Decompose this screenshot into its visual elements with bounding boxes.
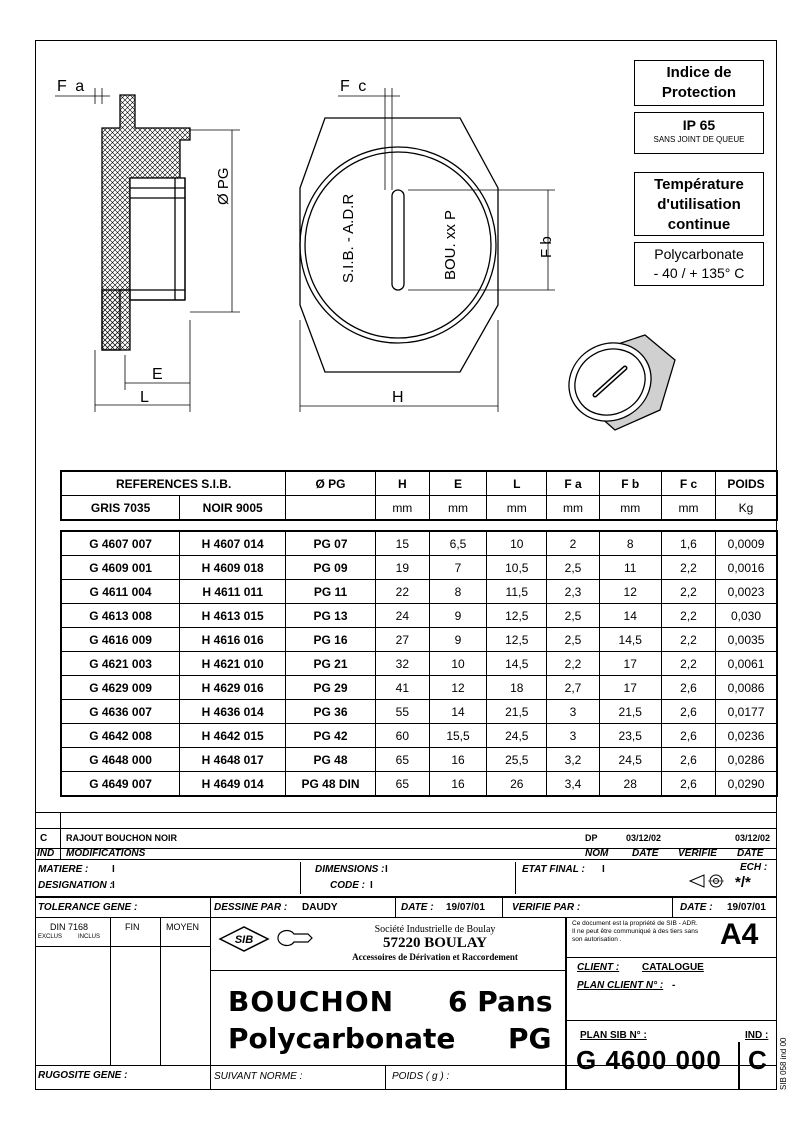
table-row bbox=[61, 748, 777, 772]
table-cell: 2,5 bbox=[547, 628, 599, 652]
table-cell: 0,030 bbox=[716, 604, 777, 628]
protection-title: Indice de Protection bbox=[661, 64, 737, 101]
table-cell: 2,2 bbox=[661, 580, 715, 604]
revision-h-date: DATE bbox=[632, 848, 659, 859]
revision-h-verifie: VERIFIE bbox=[678, 848, 717, 859]
header-noir: NOIR 9005 bbox=[180, 496, 286, 521]
table-cell: 2,6 bbox=[661, 676, 715, 700]
table-cell: 14 bbox=[599, 604, 661, 628]
hex-dimensions bbox=[300, 88, 555, 412]
dessine-label: DESSINE PAR : bbox=[214, 902, 288, 913]
date-label: DATE : bbox=[401, 902, 434, 913]
table-cell: G 4648 000 bbox=[61, 748, 180, 772]
table-cell: 14,5 bbox=[487, 652, 547, 676]
table-cell: 28 bbox=[599, 772, 661, 797]
revision-h-nom: NOM bbox=[585, 848, 609, 859]
revision-dp: DP bbox=[585, 833, 598, 843]
header-fb: F b bbox=[599, 471, 661, 496]
company-block bbox=[315, 924, 555, 962]
exclus-label: EXCLUS bbox=[38, 934, 63, 940]
table-cell: G 4609 001 bbox=[61, 556, 180, 580]
table-cell: G 4649 007 bbox=[61, 772, 180, 797]
date-label-2: DATE : bbox=[680, 902, 713, 913]
table-cell: G 4613 008 bbox=[61, 604, 180, 628]
unit-l: mm bbox=[487, 496, 547, 521]
temp-range: - 40 / + 135° C bbox=[653, 265, 745, 281]
table-row bbox=[61, 604, 777, 628]
table-cell: 0,0086 bbox=[716, 676, 777, 700]
table-cell: 3 bbox=[547, 724, 599, 748]
plan-client-label: PLAN CLIENT N° : bbox=[577, 980, 664, 991]
table-row bbox=[61, 676, 777, 700]
date-value-2: 19/07/01 bbox=[727, 902, 766, 913]
header-poids: POIDS bbox=[716, 471, 777, 496]
table-cell: 26 bbox=[487, 772, 547, 797]
table-row bbox=[61, 724, 777, 748]
table-cell: PG 42 bbox=[286, 724, 376, 748]
suivant-label: SUIVANT NORME : bbox=[214, 1071, 303, 1082]
table-cell: 17 bbox=[599, 676, 661, 700]
svg-text:SIB: SIB bbox=[234, 934, 254, 946]
table-cell: H 4616 016 bbox=[180, 628, 286, 652]
ip-value: IP 65 bbox=[682, 117, 716, 133]
table-cell: G 4607 007 bbox=[61, 531, 180, 556]
table-cell: PG 48 bbox=[286, 748, 376, 772]
table-cell: 12 bbox=[599, 580, 661, 604]
plan-client-value: - bbox=[672, 980, 676, 991]
divider bbox=[565, 957, 777, 958]
table-cell: PG 11 bbox=[286, 580, 376, 604]
divider bbox=[502, 897, 503, 917]
table-cell: 24,5 bbox=[599, 748, 661, 772]
divider bbox=[300, 862, 301, 894]
temp-title-box bbox=[634, 172, 764, 236]
table-cell: 60 bbox=[375, 724, 429, 748]
designation-label: DESIGNATION : bbox=[38, 880, 113, 891]
divider bbox=[35, 848, 777, 849]
label-pg: Ø PG bbox=[215, 167, 232, 205]
header-e: E bbox=[429, 471, 486, 496]
table-cell: 9 bbox=[429, 604, 486, 628]
table-cell: 65 bbox=[375, 772, 429, 797]
table-cell: 0,0016 bbox=[716, 556, 777, 580]
divider bbox=[110, 917, 111, 1065]
label-fc: F c bbox=[340, 78, 369, 95]
unit-fa: mm bbox=[547, 496, 599, 521]
table-cell: 10,5 bbox=[487, 556, 547, 580]
table-cell: 2,5 bbox=[547, 556, 599, 580]
header-pg: Ø PG bbox=[286, 471, 376, 496]
table-cell: G 4611 004 bbox=[61, 580, 180, 604]
mark-sib: S.I.B. - A.D.R bbox=[340, 193, 357, 283]
table-cell: 10 bbox=[429, 652, 486, 676]
label-l: L bbox=[140, 389, 149, 406]
ip-note: SANS JOINT DE QUEUE bbox=[653, 135, 745, 144]
header-fc: F c bbox=[661, 471, 715, 496]
unit-e: mm bbox=[429, 496, 486, 521]
divider bbox=[515, 862, 516, 894]
label-fb: F b bbox=[538, 236, 555, 258]
table-cell: 12,5 bbox=[487, 628, 547, 652]
table-row bbox=[61, 628, 777, 652]
material: Polycarbonate bbox=[654, 246, 744, 262]
table-row bbox=[61, 531, 777, 556]
title-line1: BOUCHON bbox=[228, 985, 395, 1018]
table-cell: 15 bbox=[375, 531, 429, 556]
table-cell: 3,2 bbox=[547, 748, 599, 772]
table-cell: PG 48 DIN bbox=[286, 772, 376, 797]
material-box bbox=[634, 242, 764, 286]
code-label: CODE : bbox=[330, 880, 365, 891]
designation-value: I bbox=[112, 880, 115, 891]
rugosite-label: RUGOSITE GENE : bbox=[38, 1070, 128, 1081]
header-gris: GRIS 7035 bbox=[61, 496, 180, 521]
verifie-label: VERIFIE PAR : bbox=[512, 902, 581, 913]
table-cell: PG 16 bbox=[286, 628, 376, 652]
table-cell: G 4616 009 bbox=[61, 628, 180, 652]
ip-box bbox=[634, 112, 764, 154]
header-h: H bbox=[375, 471, 429, 496]
revision-date2: 03/12/02 bbox=[735, 833, 771, 843]
references-table bbox=[60, 530, 778, 797]
table-cell: 12,5 bbox=[487, 604, 547, 628]
table-cell: PG 21 bbox=[286, 652, 376, 676]
table-cell: H 4636 014 bbox=[180, 700, 286, 724]
company-city: 57220 BOULAY bbox=[382, 935, 488, 951]
adr-logo-icon bbox=[274, 926, 314, 950]
table-cell: 0,0023 bbox=[716, 580, 777, 604]
revision-text: RAJOUT BOUCHON NOIR bbox=[66, 833, 178, 843]
dimensions-label: DIMENSIONS : bbox=[315, 864, 385, 875]
table-cell: 18 bbox=[487, 676, 547, 700]
table-cell: 2,2 bbox=[661, 628, 715, 652]
matiere-value: I bbox=[112, 864, 115, 875]
table-cell: 25,5 bbox=[487, 748, 547, 772]
table-cell: 23,5 bbox=[599, 724, 661, 748]
unit-poids: Kg bbox=[716, 496, 777, 521]
ech-value: */* bbox=[735, 874, 751, 891]
revision-h-ind: IND bbox=[37, 848, 55, 859]
revision-ind: C bbox=[40, 833, 48, 844]
table-cell: PG 36 bbox=[286, 700, 376, 724]
din-label: DIN 7168 bbox=[50, 922, 89, 932]
date-value: 19/07/01 bbox=[446, 902, 485, 913]
table-cell: H 4613 015 bbox=[180, 604, 286, 628]
table-cell: 27 bbox=[375, 628, 429, 652]
revision-h-mod: MODIFICATIONS bbox=[66, 848, 146, 859]
property-note: Ce document est la propriété de SIB - ADR. Il ne peut être communiqué à des tiers sans son autorisation . bbox=[572, 920, 699, 943]
plan-sib-label: PLAN SIB N° : bbox=[580, 1030, 647, 1041]
divider bbox=[60, 812, 61, 859]
divider bbox=[35, 917, 777, 918]
divider bbox=[672, 897, 673, 917]
divider bbox=[395, 897, 396, 917]
table-cell: 41 bbox=[375, 676, 429, 700]
inclus-label: INCLUS bbox=[78, 934, 101, 940]
table-row bbox=[61, 772, 777, 797]
table-cell: H 4611 011 bbox=[180, 580, 286, 604]
table-cell: 8 bbox=[429, 580, 486, 604]
matiere-label: MATIERE : bbox=[38, 864, 89, 875]
client-value: CATALOGUE bbox=[642, 962, 704, 973]
etat-label: ETAT FINAL : bbox=[522, 864, 585, 875]
table-cell: G 4636 007 bbox=[61, 700, 180, 724]
ind-value: C bbox=[748, 1045, 767, 1075]
table-cell: 12 bbox=[429, 676, 486, 700]
table-row bbox=[61, 556, 777, 580]
label-fa: F a bbox=[57, 78, 87, 95]
side-code: SIB 058 ind 00 bbox=[779, 1037, 788, 1090]
table-cell: 2,6 bbox=[661, 724, 715, 748]
divider bbox=[210, 970, 565, 971]
table-cell: 6,5 bbox=[429, 531, 486, 556]
table-cell: 11 bbox=[599, 556, 661, 580]
ech-label: ECH : bbox=[740, 862, 768, 873]
poids-label: POIDS ( g ) : bbox=[392, 1071, 450, 1082]
title-line2: Polycarbonate bbox=[228, 1022, 456, 1055]
company-name: Société Industrielle de Boulay bbox=[374, 924, 496, 935]
revision-h-date2: DATE bbox=[737, 848, 764, 859]
revision-date1: 03/12/02 bbox=[626, 833, 662, 843]
divider bbox=[565, 1020, 777, 1021]
divider bbox=[35, 896, 777, 898]
table-cell: 24,5 bbox=[487, 724, 547, 748]
table-cell: 2,6 bbox=[661, 748, 715, 772]
table-cell: 19 bbox=[375, 556, 429, 580]
table-cell: 2,2 bbox=[661, 556, 715, 580]
table-cell: 2,6 bbox=[661, 772, 715, 797]
table-cell: 0,0286 bbox=[716, 748, 777, 772]
table-cell: 16 bbox=[429, 772, 486, 797]
company-desc: Accessoires de Dérivation et Raccordement bbox=[352, 952, 518, 962]
divider bbox=[565, 917, 567, 1090]
table-cell: 0,0290 bbox=[716, 772, 777, 797]
table-cell: 2,2 bbox=[547, 652, 599, 676]
protection-title-box bbox=[634, 60, 764, 106]
divider bbox=[160, 917, 161, 1065]
etat-value: I bbox=[602, 864, 605, 875]
plan-number: G 4600 000 bbox=[576, 1045, 722, 1075]
divider bbox=[35, 859, 777, 860]
fin-label: FIN bbox=[125, 922, 140, 932]
table-cell: 0,0009 bbox=[716, 531, 777, 556]
table-cell: 32 bbox=[375, 652, 429, 676]
sib-logo-icon bbox=[218, 925, 270, 953]
table-cell: 0,0177 bbox=[716, 700, 777, 724]
title-line2b: PG bbox=[508, 1022, 552, 1055]
mark-bou: BOU. xx P bbox=[442, 209, 459, 280]
table-cell: 8 bbox=[599, 531, 661, 556]
divider bbox=[210, 897, 211, 1090]
divider bbox=[385, 1066, 386, 1090]
label-e: E bbox=[152, 366, 163, 383]
table-cell: 22 bbox=[375, 580, 429, 604]
dimensions-value: I bbox=[385, 864, 388, 875]
table-cell: 21,5 bbox=[487, 700, 547, 724]
table-cell: 17 bbox=[599, 652, 661, 676]
table-cell: 7 bbox=[429, 556, 486, 580]
table-cell: H 4609 018 bbox=[180, 556, 286, 580]
table-cell: 21,5 bbox=[599, 700, 661, 724]
iso-view bbox=[555, 328, 675, 436]
table-cell: 16 bbox=[429, 748, 486, 772]
hex-front-view bbox=[300, 118, 498, 372]
table-cell: 65 bbox=[375, 748, 429, 772]
references-table-header bbox=[60, 470, 778, 521]
moyen-label: MOYEN bbox=[166, 922, 200, 932]
table-cell: PG 29 bbox=[286, 676, 376, 700]
table-cell: H 4621 010 bbox=[180, 652, 286, 676]
table-cell: 3,4 bbox=[547, 772, 599, 797]
table-cell: PG 07 bbox=[286, 531, 376, 556]
label-h: H bbox=[392, 389, 404, 406]
table-cell: 0,0061 bbox=[716, 652, 777, 676]
table-cell: 24 bbox=[375, 604, 429, 628]
temp-title: Température d'utilisation continue bbox=[654, 176, 744, 233]
table-cell: 15,5 bbox=[429, 724, 486, 748]
table-cell: 2,6 bbox=[661, 700, 715, 724]
projection-symbol-icon bbox=[688, 872, 726, 890]
dessine-value: DAUDY bbox=[302, 902, 338, 913]
table-cell: H 4649 014 bbox=[180, 772, 286, 797]
table-cell: 0,0035 bbox=[716, 628, 777, 652]
header-pg-unit bbox=[286, 496, 376, 521]
table-cell: 0,0236 bbox=[716, 724, 777, 748]
table-cell: 1,6 bbox=[661, 531, 715, 556]
table-cell: PG 13 bbox=[286, 604, 376, 628]
table-cell: 55 bbox=[375, 700, 429, 724]
table-cell: 2 bbox=[547, 531, 599, 556]
table-cell: H 4607 014 bbox=[180, 531, 286, 556]
table-cell: 2,3 bbox=[547, 580, 599, 604]
table-row bbox=[61, 580, 777, 604]
header-l: L bbox=[487, 471, 547, 496]
divider bbox=[738, 1042, 740, 1090]
table-cell: H 4629 016 bbox=[180, 676, 286, 700]
code-value: I bbox=[370, 880, 373, 891]
table-cell: 2,2 bbox=[661, 652, 715, 676]
table-cell: G 4621 003 bbox=[61, 652, 180, 676]
tolerance-label: TOLERANCE GENE : bbox=[38, 902, 138, 913]
table-cell: 10 bbox=[487, 531, 547, 556]
header-fa: F a bbox=[547, 471, 599, 496]
table-cell: 2,5 bbox=[547, 604, 599, 628]
table-row bbox=[61, 652, 777, 676]
divider bbox=[35, 812, 777, 813]
table-cell: PG 09 bbox=[286, 556, 376, 580]
side-section-view bbox=[102, 95, 190, 350]
title-line1b: 6 Pans bbox=[448, 985, 553, 1018]
table-cell: G 4629 009 bbox=[61, 676, 180, 700]
divider bbox=[35, 828, 777, 829]
table-cell: H 4642 015 bbox=[180, 724, 286, 748]
table-cell: 3 bbox=[547, 700, 599, 724]
table-cell: 9 bbox=[429, 628, 486, 652]
format-label: A4 bbox=[720, 918, 759, 951]
header-refs: REFERENCES S.I.B. bbox=[61, 471, 286, 496]
table-row bbox=[61, 700, 777, 724]
unit-h: mm bbox=[375, 496, 429, 521]
ind-label: IND : bbox=[745, 1030, 769, 1041]
unit-fb: mm bbox=[599, 496, 661, 521]
unit-fc: mm bbox=[661, 496, 715, 521]
table-cell: G 4642 008 bbox=[61, 724, 180, 748]
table-cell: 14 bbox=[429, 700, 486, 724]
table-cell: 2,2 bbox=[661, 604, 715, 628]
divider bbox=[35, 946, 210, 947]
client-label: CLIENT : bbox=[577, 962, 620, 973]
table-cell: H 4648 017 bbox=[180, 748, 286, 772]
table-cell: 11,5 bbox=[487, 580, 547, 604]
table-cell: 2,7 bbox=[547, 676, 599, 700]
table-cell: 14,5 bbox=[599, 628, 661, 652]
